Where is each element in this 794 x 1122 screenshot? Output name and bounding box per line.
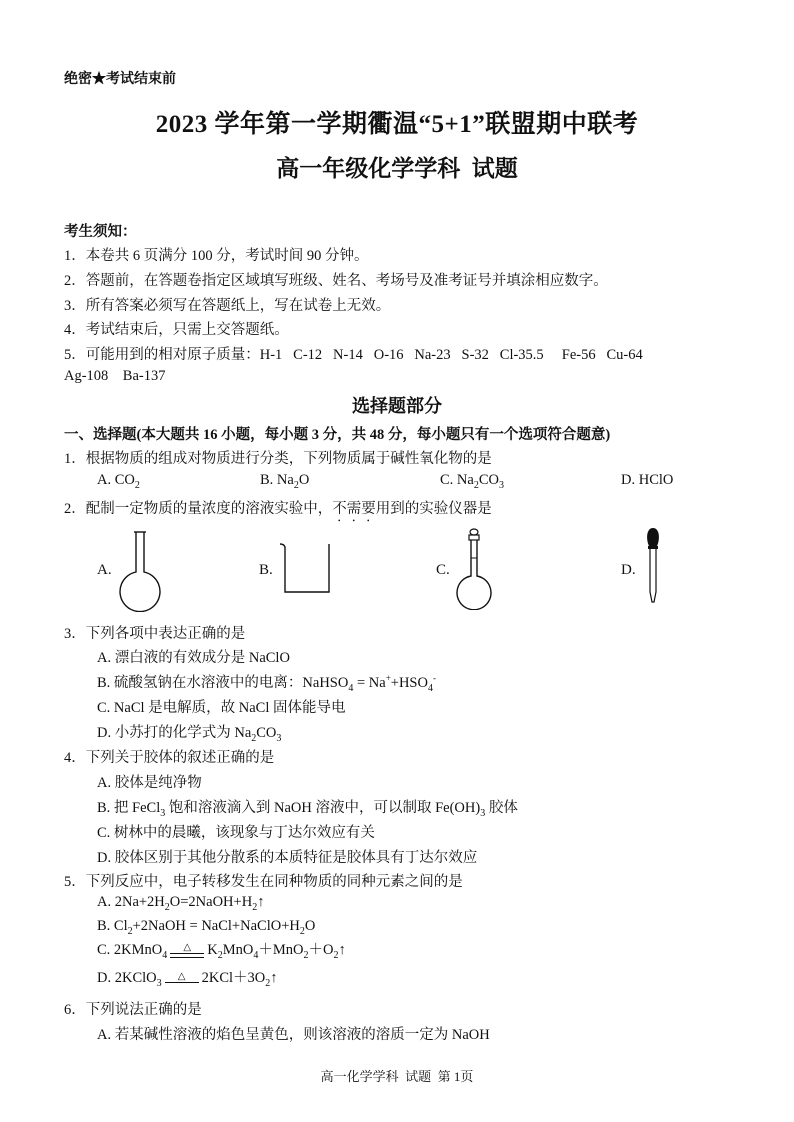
part-one-heading: 一、选择题(本大题共 16 小题，每小题 3 分，共 48 分，每小题只有一个选项符合题意) xyxy=(64,427,611,443)
q4-option-a: A. 胶体是纯净物 xyxy=(97,775,202,791)
q5-option-b: B. $Cl_2+2NaOH$ = $NaCl+NaClO+H_2O$ xyxy=(97,918,316,937)
notice-item: 1．本卷共 6 页满分 100 分，考试时间 90 分钟。 xyxy=(64,248,369,264)
emphasis-text: 不需要 xyxy=(332,501,376,517)
q1-option-a: A. $CO_2$ xyxy=(97,472,140,491)
q5-option-c: C. 2KMnO$_4$ △ $K_2MnO_4+MnO_2+O_2↑$ xyxy=(97,942,346,961)
heating-condition-icon: △ xyxy=(165,972,199,985)
q4-option-c: C. 树林中的晨曦，该现象与丁达尔效应有关 xyxy=(97,825,375,841)
q1-option-c: C. $Na_2CO_3$ xyxy=(440,472,504,491)
volumetric-flask-icon xyxy=(454,528,494,610)
exam-subtitle: 高一年级化学学科 试题 xyxy=(276,156,518,181)
notice-item: Ag-108 Ba-137 xyxy=(64,368,166,384)
q3-option-c: C. NaCl 是电解质，故 NaCl 固体能导电 xyxy=(97,700,346,716)
q1-option-b: B. $Na_2O$ xyxy=(260,472,310,491)
notice-item: 2．答题前，在答题卷指定区域填写班级、姓名、考场号及准考证号并填涂相应数字。 xyxy=(64,273,608,289)
page-footer: 高一化学学科 试题 第 1页 xyxy=(320,1069,474,1084)
q2-option-a: A. xyxy=(97,562,112,578)
question-5-stem: 5．下列反应中，电子转移发生在同种物质的同种元素之间的是 xyxy=(64,874,463,890)
q4-option-b: B. 把 FeCl$_3$ 饱和溶液滴入到 NaOH 溶液中，可以制取 $Fe(OH)_3$ 胶体 xyxy=(97,800,518,819)
notice-item: 4．考试结束后，只需上交答题纸。 xyxy=(64,322,289,338)
section-title: 选择题部分 xyxy=(352,396,442,416)
confidential-label: 绝密★考试结束前 xyxy=(64,72,176,87)
q5-option-a: A. $2Na+2H_2O=2NaOH+H_2↑$ xyxy=(97,894,265,913)
q2-option-d: D. xyxy=(621,562,636,578)
q6-option-a: A. 若某碱性溶液的焰色呈黄色，则该溶液的溶质一定为 NaOH xyxy=(97,1027,490,1043)
notice-item: 3．所有答案必须写在答题纸上，写在试卷上无效。 xyxy=(64,298,391,314)
q4-option-d: D. 胶体区别于其他分散系的本质特征是胶体具有丁达尔效应 xyxy=(97,850,478,866)
notice-heading: 考生须知： xyxy=(64,224,137,240)
q1-option-d: D. HClO xyxy=(621,472,674,488)
q3-option-b: B. 硫酸氢钠在水溶液中的电离：NaHSO$_4$ = $Na^++HSO_4^-$ xyxy=(97,673,436,694)
q3-option-d: D. 小苏打的化学式为 $Na_2CO_3$ xyxy=(97,725,282,744)
q5-option-d: D. 2KClO$_3$ △ $2KCl+3O_2↑$ xyxy=(97,970,278,989)
beaker-icon xyxy=(278,540,336,596)
question-1-stem: 1．根据物质的组成对物质进行分类，下列物质属于碱性氧化物的是 xyxy=(64,451,492,467)
flat-bottom-flask-icon xyxy=(115,530,165,612)
q3-option-a: A. 漂白液的有效成分是 NaClO xyxy=(97,650,290,666)
exam-title: 2023 学年第一学期衢温“5+1”联盟期中联考 xyxy=(155,111,639,138)
dropper-icon xyxy=(640,526,666,606)
heating-condition-icon: △ xyxy=(170,943,204,958)
question-4-stem: 4．下列关于胶体的叙述正确的是 xyxy=(64,750,275,766)
q2-option-c: C. xyxy=(436,562,450,578)
question-3-stem: 3．下列各项中表达正确的是 xyxy=(64,626,246,642)
q2-option-b: B. xyxy=(259,562,273,578)
notice-item: 5．可能用到的相对原子质量：H-1 C-12 N-14 O-16 Na-23 S-32 Cl-35.5 Fe-56 Cu-64 xyxy=(64,347,643,363)
question-6-stem: 6．下列说法正确的是 xyxy=(64,1002,202,1018)
question-2-stem: 2．配制一定物质的量浓度的溶液实验中，不需要用到的实验仪器是 xyxy=(64,501,492,517)
